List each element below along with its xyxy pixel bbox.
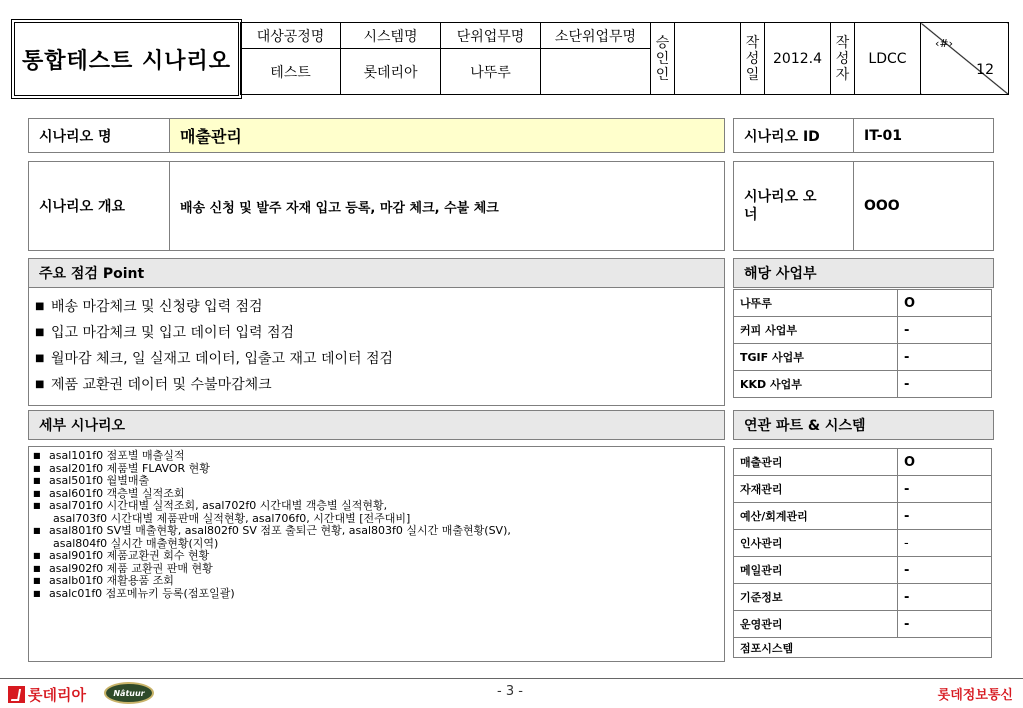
list-item: ■ asal501f0 월별매출: [33, 474, 150, 487]
author-value: LDCC: [855, 23, 921, 95]
business-units-title: 해당 사업부: [733, 258, 994, 288]
table-row: 인사관리 -: [734, 530, 992, 557]
target-process-value: 테스트: [241, 49, 341, 95]
key-points-title: 주요 점검 Point: [28, 258, 725, 288]
system-name-value: 롯데리아: [341, 49, 441, 95]
table-row: KKD 사업부 -: [734, 371, 992, 398]
list-item: ■ 제품 교환권 데이터 및 수불마감체크: [35, 377, 272, 393]
sub-unit-task-label: 소단위업무명: [541, 23, 651, 49]
page-total: 12: [976, 62, 994, 78]
list-item: ■ asal801f0 SV별 매출현황, asal802f0 SV 점포 출퇴근 현황, asal803f0 실시간 매출현황(SV), asal804f0 실시간 매출현황(지역): [33, 524, 511, 550]
author-date-label: 작성일: [741, 23, 765, 95]
natuur-logo: Nâtuur: [104, 682, 154, 704]
page-number: - 3 -: [497, 684, 523, 699]
scenario-overview-value: 배송 신청 및 발주 자재 입고 등록, 마감 체크, 수불 체크: [169, 161, 725, 251]
detail-scenario-list: [29, 450, 724, 600]
scenario-overview-label: 시나리오 개요: [28, 161, 170, 251]
target-process-label: 대상공정명: [241, 23, 341, 49]
approval-value: [675, 23, 741, 95]
detail-scenario-title: 세부 시나리오: [28, 410, 725, 440]
table-row: TGIF 사업부 -: [734, 344, 992, 371]
list-item: ■ asal901f0 제품교환권 회수 현황: [33, 549, 210, 562]
unit-task-value: 나뚜루: [441, 49, 541, 95]
list-item: ■ asal201f0 제품별 FLAVOR 현황: [33, 461, 210, 475]
scenario-owner-value: OOO: [853, 161, 994, 251]
author-label: 작성자: [831, 23, 855, 95]
author-date-value: 2012.4: [765, 23, 831, 95]
scenario-owner-label: 시나리오 오너: [733, 161, 854, 251]
list-item: ■ 배송 마감체크 및 신청량 입력 점검: [35, 299, 263, 315]
table-row: 기준정보 -: [734, 584, 992, 611]
document-title: 통합테스트 시나리오: [14, 22, 239, 96]
system-name-label: 시스템명: [341, 23, 441, 49]
list-item: ■ asalb01f0 재활용품 조회: [33, 574, 174, 587]
approval-label: 승인인: [651, 23, 675, 95]
list-item: ■ asal601f0 객층별 실적조회: [33, 486, 185, 500]
sub-unit-task-value: [541, 49, 651, 95]
list-item: ■ 월마감 체크, 일 실재고 데이터, 입출고 재고 데이터 점검: [35, 351, 394, 367]
list-item: ■ asal902f0 제품 교환권 판매 현황: [33, 561, 213, 575]
related-systems-title: 연관 파트 & 시스템: [733, 410, 994, 440]
company-name: 롯데정보통신: [937, 688, 1013, 703]
table-row: 점포시스템: [734, 638, 992, 658]
related-systems-table: [733, 448, 992, 658]
lotteria-logo: 롯데리아: [8, 684, 86, 705]
table-row: 예산/회계관리 -: [734, 503, 992, 530]
list-item: ■ asal701f0 시간대별 실적조회, asal702f0 시간대별 객층별 실적현황, asal703f0 시간대별 제품판매 실적현황, asal706f0, 시간대별 [전주대비]: [33, 499, 411, 525]
key-points-box: [28, 287, 725, 406]
page-counter: [921, 23, 1009, 95]
unit-task-label: 단위업무명: [441, 23, 541, 49]
list-item: ■ asal101f0 점포별 매출실적: [33, 449, 185, 462]
table-row: 자재관리 -: [734, 476, 992, 503]
key-points-list: [29, 294, 724, 398]
detail-scenario-box: [28, 446, 725, 662]
footer-divider: [0, 678, 1023, 679]
scenario-id-value: IT-01: [853, 118, 994, 153]
business-units-table: [733, 289, 992, 398]
scenario-name-value: 매출관리: [169, 118, 725, 153]
lotteria-mark-icon: [8, 686, 25, 703]
list-item: ■ asalc01f0 점포메뉴키 등록(점포일괄): [33, 586, 235, 600]
table-row: 나뚜루 O: [734, 290, 992, 317]
table-row: 운영관리 -: [734, 611, 992, 638]
scenario-id-label: 시나리오 ID: [733, 118, 854, 153]
header-info-table: [240, 22, 1009, 95]
table-row: 매출관리 O: [734, 449, 992, 476]
table-row: 커피 사업부 -: [734, 317, 992, 344]
list-item: ■ 입고 마감체크 및 입고 데이터 입력 점검: [35, 325, 295, 341]
page-marker: ‹#›: [935, 37, 954, 50]
table-row: 메일관리 -: [734, 557, 992, 584]
scenario-name-label: 시나리오 명: [28, 118, 170, 153]
